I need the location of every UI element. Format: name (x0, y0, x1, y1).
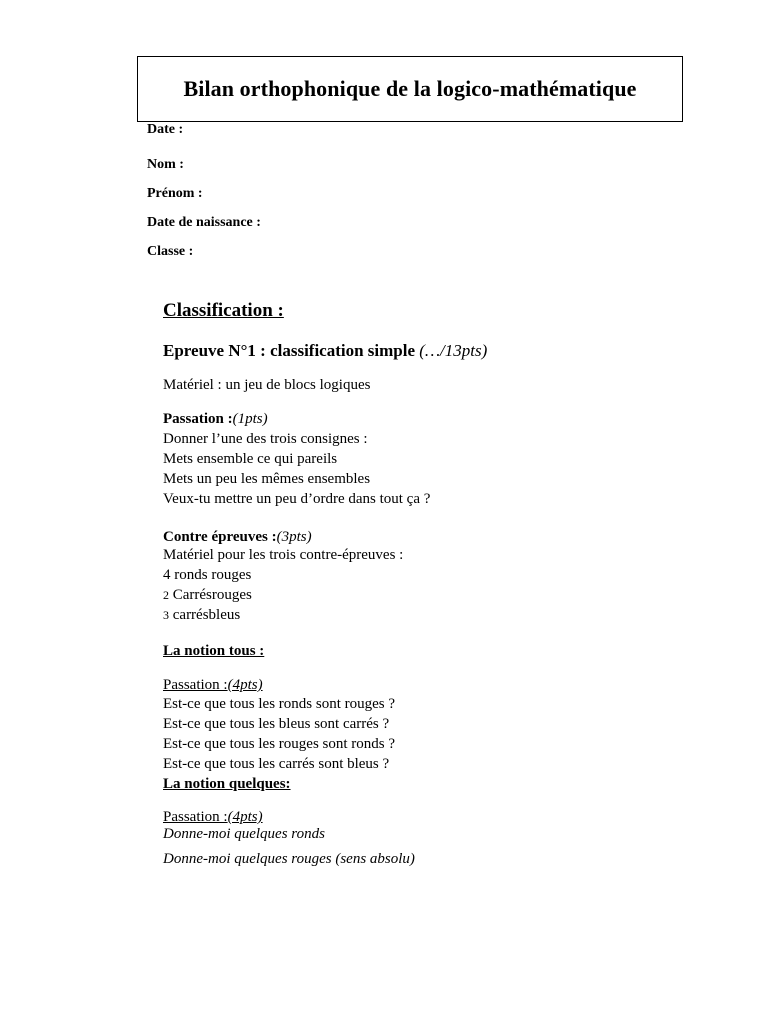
notion-tous-question: Est-ce que tous les rouges sont ronds ? (163, 736, 396, 752)
title-box (137, 56, 683, 122)
notion-quelques-passation: Passation :(4pts) (163, 809, 263, 825)
epreuve-points: (…/13pts) (419, 341, 488, 360)
document-title: Bilan orthophonique de la logico-mathématique (183, 76, 637, 101)
passation-line: Mets un peu les mêmes ensembles (163, 471, 371, 487)
contre-materiel-line: Matériel pour les trois contre-épreuves : (163, 547, 404, 563)
passation-line: Veux-tu mettre un peu d’ordre dans tout ça ? (163, 491, 431, 507)
contre-item: 3 carrésbleus (163, 607, 241, 623)
passation-line: Mets ensemble ce qui pareils (163, 451, 338, 467)
materiel-line: Matériel : un jeu de blocs logiques (163, 377, 371, 393)
section-heading-classification: Classification : (163, 300, 284, 321)
epreuve-title: Epreuve N°1 : classification simple (…/13pts) (163, 341, 488, 360)
field-date: Date : (147, 122, 184, 137)
notion-tous-question: Est-ce que tous les carrés sont bleus ? (163, 756, 390, 772)
contre-epreuves-heading: Contre épreuves :(3pts) (163, 529, 312, 545)
passation-heading: Passation :(1pts) (163, 411, 268, 427)
notion-tous-passation: Passation :(4pts) (163, 677, 263, 693)
field-prenom: Prénom : (147, 186, 203, 201)
field-classe: Classe : (147, 244, 194, 259)
notion-quelques-line: Donne-moi quelques rouges (sens absolu) (163, 851, 415, 867)
notion-quelques-heading: La notion quelques: (163, 776, 291, 792)
field-nom: Nom : (147, 157, 184, 172)
field-date-naissance: Date de naissance : (147, 215, 261, 230)
notion-tous-question: Est-ce que tous les bleus sont carrés ? (163, 716, 390, 732)
contre-item: 4 ronds rouges (163, 567, 252, 583)
passation-line: Donner l’une des trois consignes : (163, 431, 368, 447)
notion-tous-heading: La notion tous : (163, 643, 265, 659)
notion-quelques-line: Donne-moi quelques ronds (163, 826, 325, 842)
contre-item: 2 Carrésrouges (163, 587, 252, 603)
notion-tous-question: Est-ce que tous les ronds sont rouges ? (163, 696, 396, 712)
